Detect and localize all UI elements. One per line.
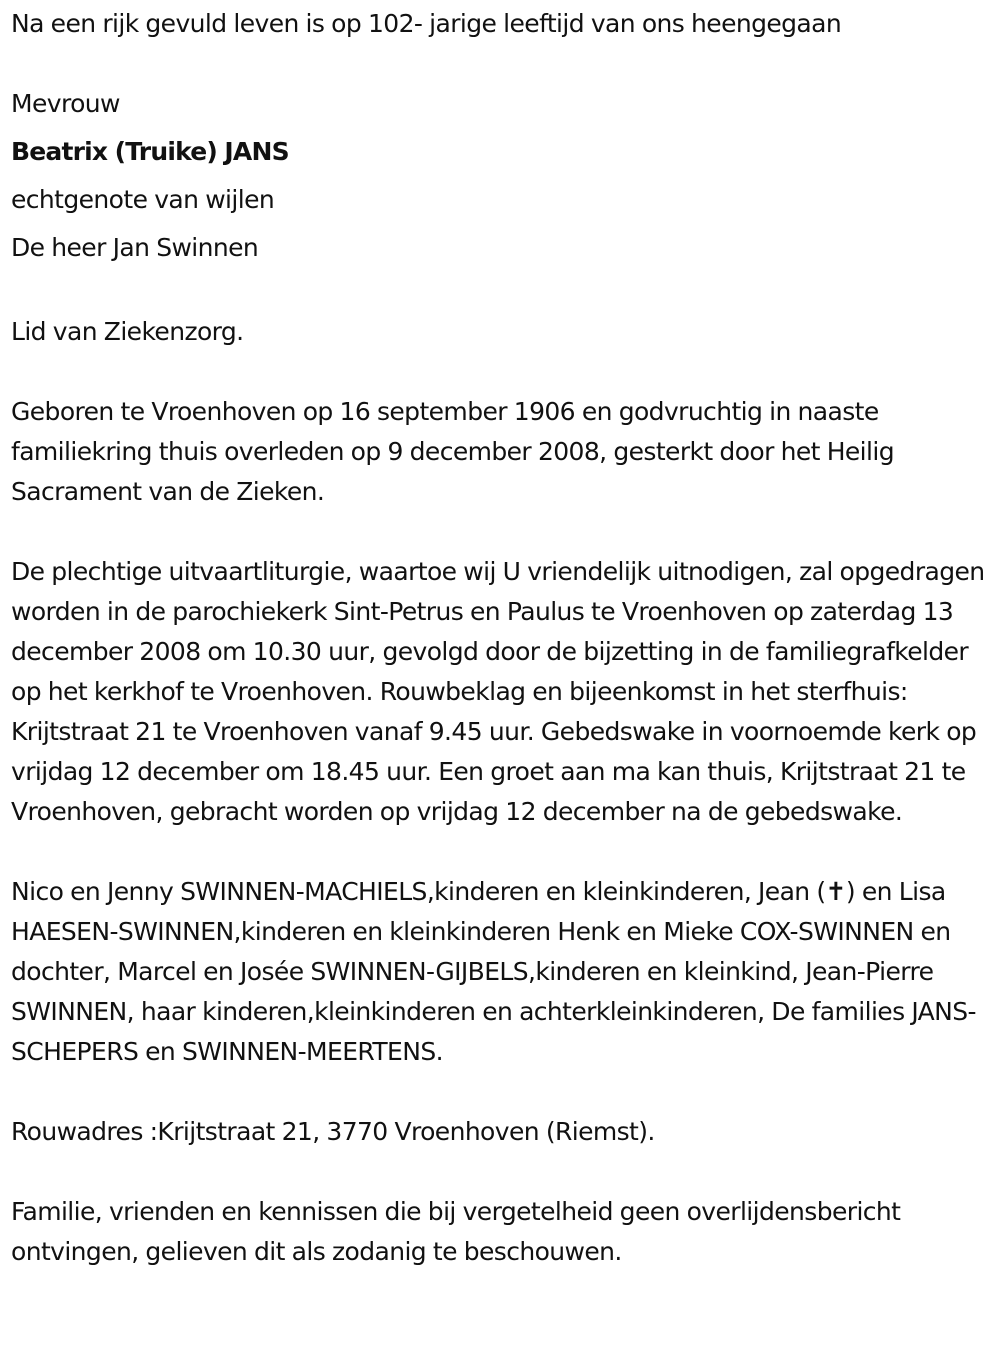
spacer bbox=[11, 272, 996, 312]
spacer bbox=[11, 512, 996, 552]
family-paragraph: Nico en Jenny SWINNEN-MACHIELS,kinderen en kleinkinderen, Jean (✝) en Lisa HAESEN-SWINNEN,kinderen en kleinkinderen Henk en Mieke COX-SWINNEN en dochter, Marcel en Josée SWINNEN-GIJBELS,kinderen en kleinkind, Jean-Pierre SWINNEN, haar kinderen,kleinkinderen en achterkleinkinderen, De families JANS-SCHEPERS en SWINNEN-MEERTENS. bbox=[11, 877, 976, 1066]
spacer bbox=[11, 48, 996, 80]
closing-paragraph: Familie, vrienden en kennissen die bij vergetelheid geen overlijdensbericht ontvingen, gelieven dit als zodanig te beschouwen. bbox=[11, 1197, 901, 1266]
funeral-paragraph: De plechtige uitvaartliturgie, waartoe wij U vriendelijk uitnodigen, zal opgedragen worden in de parochiekerk Sint-Petrus en Paulus te Vroenhoven op zaterdag 13 december 2008 om 10.30 uur, gevolgd door de bijzetting in de familiegrafkelder op het kerkhof te Vroenhoven. Rouwbeklag en bijeenkomst in het sterfhuis: Krijtstraat 21 te Vroenhoven vanaf 9.45 uur. Gebedswake in voornoemde kerk op vrijdag 12 december om 18.45 uur. Een groet aan ma kan thuis, Krijtstraat 21 te Vroenhoven, gebracht worden op vrijdag 12 december na de gebedswake. bbox=[11, 557, 985, 826]
spacer bbox=[11, 1152, 996, 1192]
spouse-name: De heer Jan Swinnen bbox=[11, 233, 259, 262]
deceased-name: Beatrix (Truike) JANS bbox=[11, 137, 289, 166]
spouse-prefix: echtgenote van wijlen bbox=[11, 185, 275, 214]
intro-line: Na een rijk gevuld leven is op 102- jarige leeftijd van ons heengegaan bbox=[11, 9, 842, 38]
obituary-document bbox=[11, 0, 996, 1272]
mourning-address: Rouwadres :Krijtstraat 21, 3770 Vroenhoven (Riemst). bbox=[11, 1117, 655, 1146]
spacer bbox=[11, 1072, 996, 1112]
birth-death-paragraph: Geboren te Vroenhoven op 16 september 1906 en godvruchtig in naaste familiekring thuis overleden op 9 december 2008, gesterkt door het Heilig Sacrament van de Zieken. bbox=[11, 397, 894, 506]
spacer bbox=[11, 352, 996, 392]
spacer bbox=[11, 832, 996, 872]
salutation: Mevrouw bbox=[11, 89, 120, 118]
membership: Lid van Ziekenzorg. bbox=[11, 317, 244, 346]
